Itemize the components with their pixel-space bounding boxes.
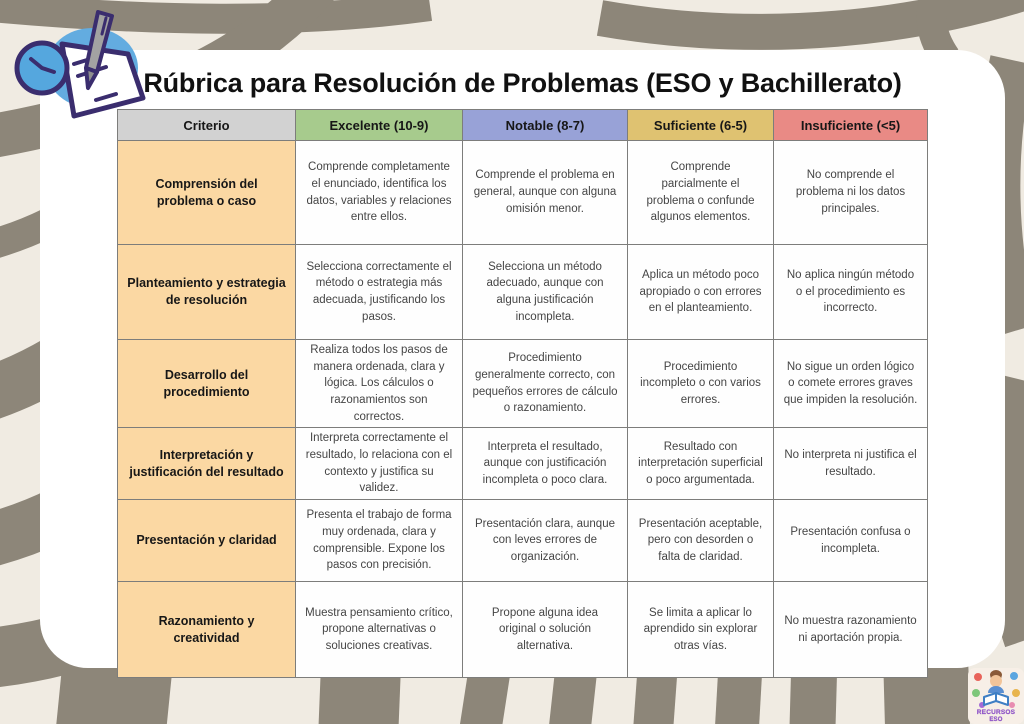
rubric-cell: Presentación aceptable, pero con desorden o falta de claridad. [628,500,774,582]
rubric-cell: Procedimiento incompleto o con varios errores. [628,340,774,428]
rubric-cell: Comprende el problema en general, aunque con alguna omisión menor. [463,141,628,245]
rubric-cell: Selecciona un método adecuado, aunque con alguna justificación incompleta. [463,245,628,340]
rubric-cell: Aplica un método poco apropiado o con errores en el planteamiento. [628,245,774,340]
criterion-cell: Desarrollo del procedimiento [118,340,296,428]
rubric-table [117,109,928,678]
rubric-cell: Comprende parcialmente el problema o confunde algunos elementos. [628,141,774,245]
table-row [118,500,928,582]
notepad-clock-icon [12,4,148,122]
column-header-notable: Notable (8-7) [463,110,628,141]
logo-text [977,710,1015,724]
rubric-cell: Propone alguna idea original o solución alternativa. [463,582,628,678]
rubric-cell: Comprende completamente el enunciado, identifica los datos, variables y relaciones entre ellos. [296,141,463,245]
page-title: Rúbrica para Resolución de Problemas (ESO y Bachillerato) [143,68,902,98]
header-row [118,110,928,141]
criterion-cell: Razonamiento y creatividad [118,582,296,678]
table-row [118,428,928,500]
table-row [118,141,928,245]
rubric-cell: Selecciona correctamente el método o estrategia más adecuada, justificando los pasos. [296,245,463,340]
recursos-eso-logo [968,668,1024,724]
criterion-cell: Planteamiento y estrategia de resolución [118,245,296,340]
rubric-cell: Presentación confusa o incompleta. [774,500,928,582]
rubric-card [40,50,1005,668]
rubric-cell: Procedimiento generalmente correcto, con pequeños errores de cálculo o razonamiento. [463,340,628,428]
logo-line2: ESO [989,717,1003,723]
column-header-suficiente: Suficiente (6-5) [628,110,774,141]
criterion-cell: Comprensión del problema o caso [118,141,296,245]
rubric-cell: No aplica ningún método o el procedimiento es incorrecto. [774,245,928,340]
logo-line1: RECURSOS [976,708,1016,716]
rubric-cell: Muestra pensamiento crítico, propone alternativas o soluciones creativas. [296,582,463,678]
column-header-excelente: Excelente (10-9) [296,110,463,141]
rubric-cell: No muestra razonamiento ni aportación propia. [774,582,928,678]
recursos-eso-illustration [968,669,1024,713]
rubric-cell: Realiza todos los pasos de manera ordenada, clara y lógica. Los cálculos o razonamientos son correctos. [296,340,463,428]
rubric-cell: No comprende el problema ni los datos principales. [774,141,928,245]
rubric-cell: No interpreta ni justifica el resultado. [774,428,928,500]
rubric-cell: Presentación clara, aunque con leves errores de organización. [463,500,628,582]
rubric-cell: Interpreta correctamente el resultado, lo relaciona con el contexto y justifica su validez. [296,428,463,500]
rubric-cell: Se limita a aplicar lo aprendido sin explorar otras vías. [628,582,774,678]
table-row [118,340,928,428]
table-row [118,582,928,678]
rubric-cell: Interpreta el resultado, aunque con justificación incompleta o poco clara. [463,428,628,500]
criterion-cell: Presentación y claridad [118,500,296,582]
rubric-cell: No sigue un orden lógico o comete errores graves que impiden la resolución. [774,340,928,428]
column-header-criterio: Criterio [118,110,296,141]
rubric-cell: Resultado con interpretación superficial o poco argumentada. [628,428,774,500]
criterion-cell: Interpretación y justificación del resultado [118,428,296,500]
table-row [118,245,928,340]
rubric-cell: Presenta el trabajo de forma muy ordenada, clara y comprensible. Expone los pasos con precisión. [296,500,463,582]
column-header-insuficiente: Insuficiente (<5) [774,110,928,141]
